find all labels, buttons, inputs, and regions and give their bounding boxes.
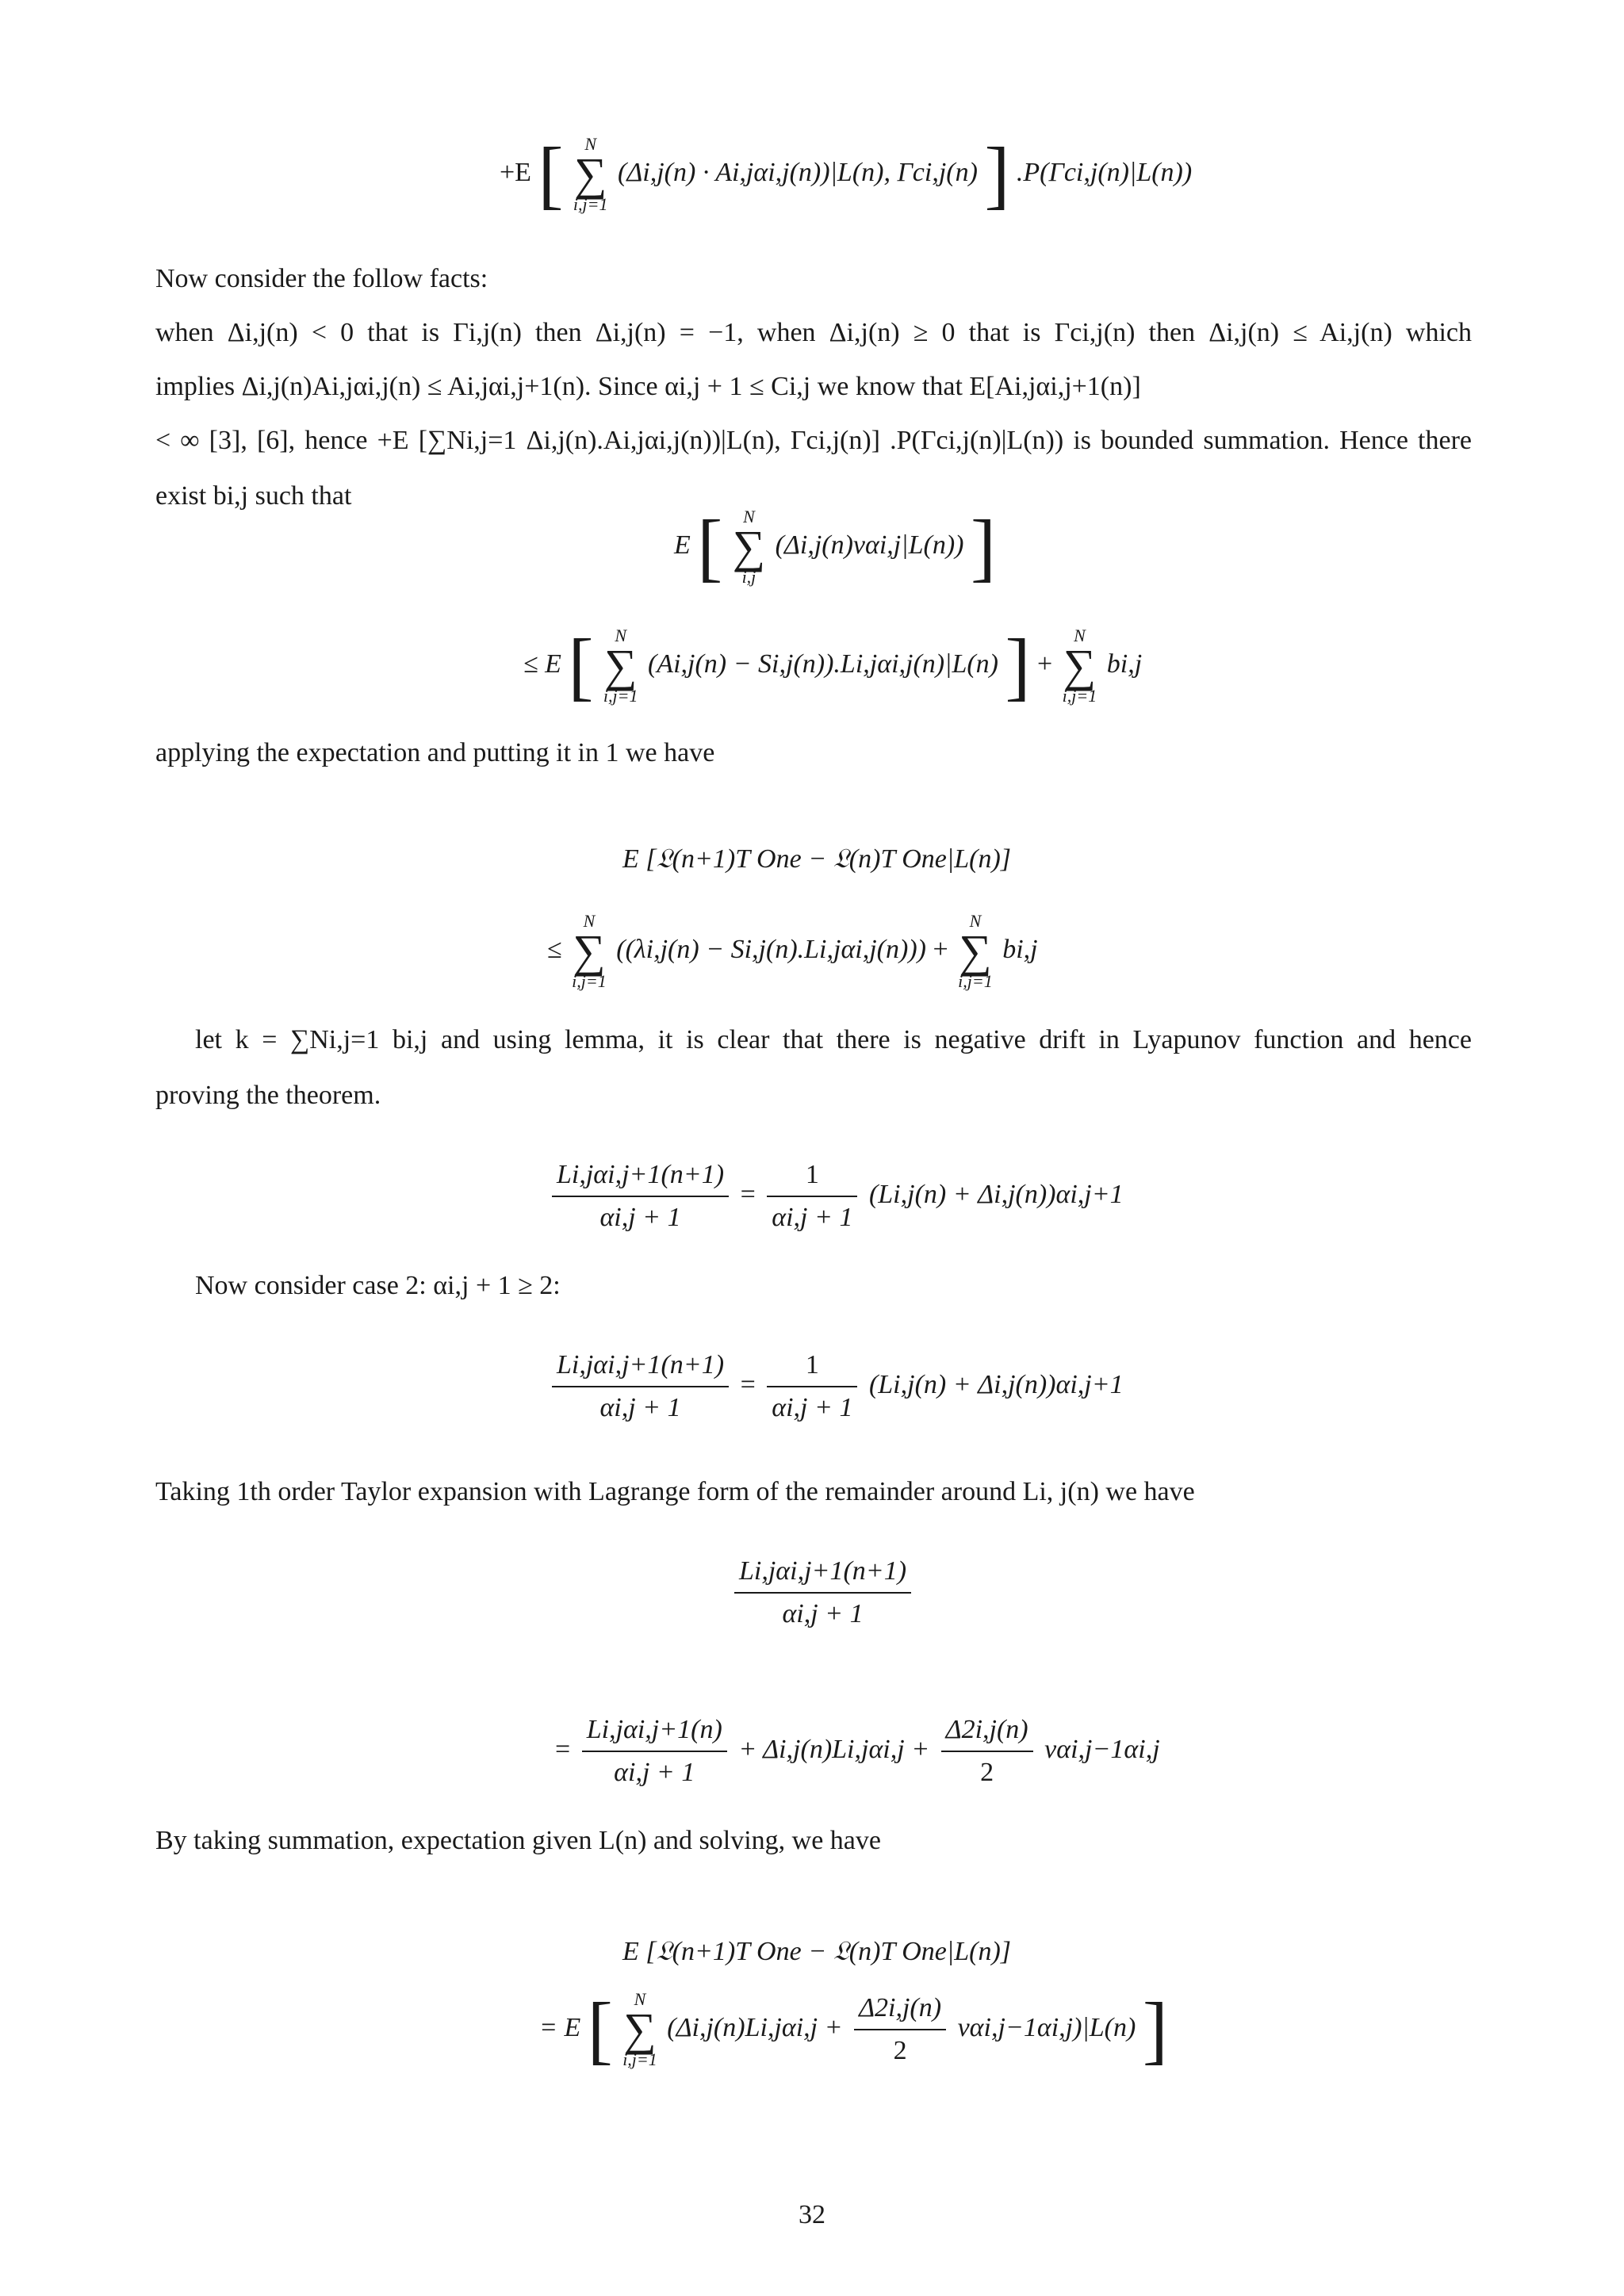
equation-4: E [𝔏(n+1)T One − 𝔏(n)T One|L(n)]	[622, 844, 1012, 874]
summation: N ∑ i,j=1	[958, 911, 993, 991]
equation-9: = $\frac{\text{Li,jαi,j+1(n)}}{\alpha i,j + 1}$ + Δi,j(n)Li,jαi,j + $\frac{\Delta 2i,j(n)}{2}$ ναi,j−1αi,j	[555, 1712, 1160, 1790]
equation-6: $\frac{\text{Li,jαi,j+1(n+1)}}{\alpha i,j + 1}$ = $\frac{1}{\alpha i,j + 1}$ (Li,j(n) + Δi,j(n))αi,j+1	[547, 1158, 1124, 1235]
summation: N ∑ i,j=1	[603, 626, 638, 706]
eq-suffix: .P(Γci,j(n)|L(n))	[1016, 157, 1193, 187]
paragraph-hence: < ∞ [3], [6], hence +E [∑Ni,j=1 Δi,j(n).Ai,jαi,j(n))|L(n), Γci,j(n)] .P(Γci,j(n)|L(n)) is bounded summation. Hence there	[155, 426, 1472, 455]
paragraph-applying: applying the expectation and putting it in 1 we have	[155, 738, 715, 767]
equation-11: = E [ N ∑ i,j=1 (Δi,j(n)Li,jαi,j + $\frac{\Delta 2i,j(n)}{2}$ ναi,j−1αi,j)|L(n) ]	[539, 1987, 1168, 2072]
equation-8: $\frac{\text{Li,jαi,j+1(n+1)}}{\alpha i,j + 1}$	[730, 1554, 916, 1632]
eq-body: (Δi,j(n) · Ai,jαi,j(n))|L(n), Γci,j(n)	[618, 157, 978, 187]
page-number: 32	[799, 2200, 825, 2229]
summation: N ∑ i,j=1	[622, 1989, 657, 2069]
summation: N ∑ i,j=1	[573, 134, 608, 214]
paragraph-when: when Δi,j(n) < 0 that is Γi,j(n) then Δi,j(n) = −1, when Δi,j(n) ≥ 0 that is Γci,j(n) then Δi,j(n) ≤ Ai,j(n) which	[155, 318, 1472, 347]
paragraph-case-2: Now consider case 2: αi,j + 1 ≥ 2:	[195, 1271, 561, 1300]
paragraph-facts: Now consider the follow facts:	[155, 264, 488, 293]
summation: N ∑ i,j=1	[572, 911, 607, 991]
paragraph-summation: By taking summation, expectation given L(n) and solving, we have	[155, 1826, 881, 1855]
summation: N ∑ i,j	[732, 507, 766, 587]
equation-top: +E [ N ∑ i,j=1 (Δi,j(n) · Ai,jαi,j(n))|L(n), Γci,j(n) ] .P(Γci,j(n)|L(n))	[500, 132, 1193, 216]
paragraph-proving: proving the theorem.	[155, 1081, 381, 1110]
paragraph-taylor: Taking 1th order Taylor expansion with Lagrange form of the remainder around Li, j(n) we have	[155, 1477, 1195, 1506]
equation-3: ≤ E [ N ∑ i,j=1 (Ai,j(n) − Si,j(n)).Li,jαi,j(n)|L(n) ] + N ∑ i,j=1 bi,j	[523, 623, 1143, 708]
paragraph-exist: exist bi,j such that	[155, 481, 352, 511]
paragraph-let-k: let k = ∑Ni,j=1 bi,j and using lemma, it is clear that there is negative drift in Lyapunov function and hence	[195, 1025, 1472, 1054]
equation-10: E [𝔏(n+1)T One − 𝔏(n)T One|L(n)]	[622, 1937, 1012, 1966]
summation: N ∑ i,j=1	[1062, 626, 1097, 706]
paragraph-implies: implies Δi,j(n)Ai,jαi,j(n) ≤ Ai,jαi,j+1(n). Since αi,j + 1 ≤ Ci,j we know that E[Ai,jαi,j+1(n)]	[155, 372, 1141, 401]
equation-5: ≤ N ∑ i,j=1 ((λi,j(n) − Si,j(n).Li,jαi,j(n))) + N ∑ i,j=1 bi,j	[547, 911, 1038, 991]
eq-prefix: +E	[500, 157, 531, 187]
equation-2: E [ N ∑ i,j (Δi,j(n)ναi,j|L(n)) ]	[674, 504, 996, 589]
equation-7: $\frac{\text{Li,jαi,j+1(n+1)}}{\alpha i,j + 1}$ = $\frac{1}{\alpha i,j + 1}$ (Li,j(n) + Δi,j(n))αi,j+1	[547, 1348, 1124, 1425]
